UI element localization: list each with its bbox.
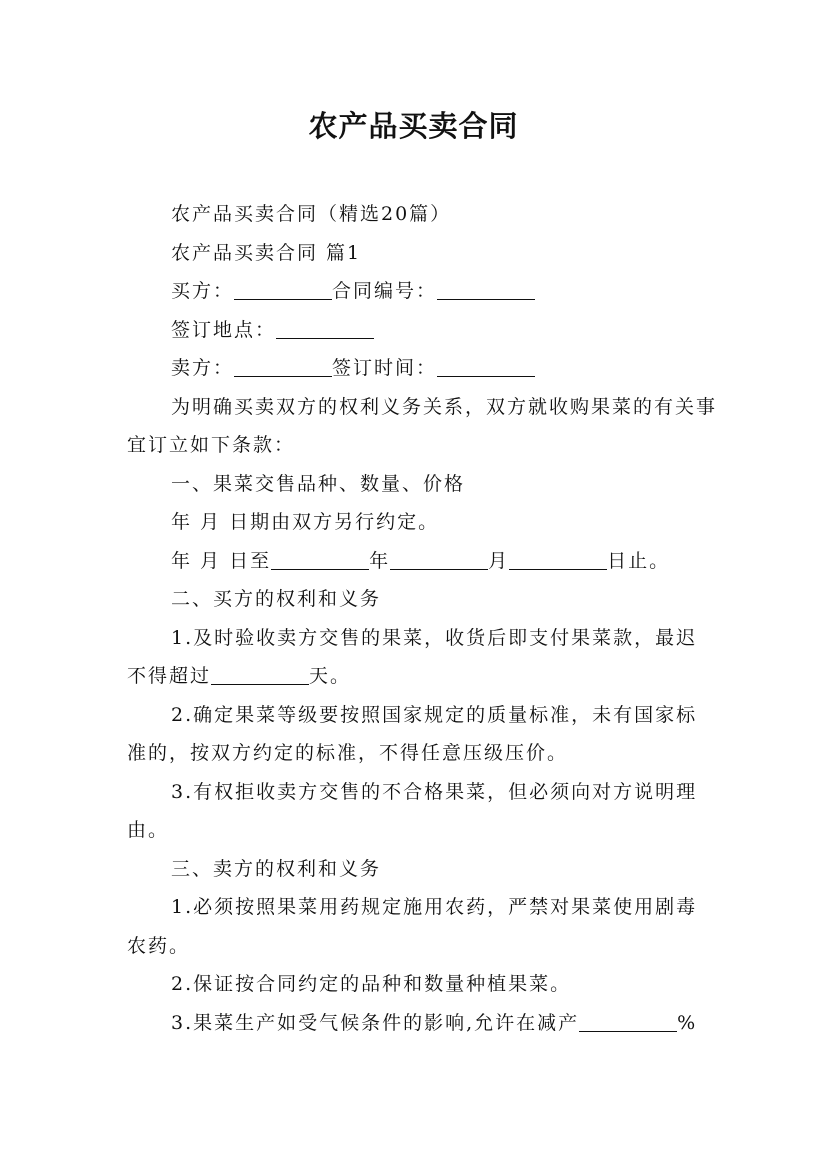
buyer-label: 买方： <box>171 280 235 302</box>
clause-2-item-1-text: 1.及时验收卖方交售的果菜，收货后即支付果菜款，最迟不得超过 <box>127 626 698 687</box>
clause-1-heading: 一、果菜交售品种、数量、价格 <box>171 472 466 495</box>
period-year-blank <box>271 547 369 570</box>
seller-blank <box>234 354 332 377</box>
clause-3-item-1: 1.必须按照果菜用药规定施用农药，严禁对果菜使用剧毒农药。 <box>127 896 698 957</box>
signing-place-label: 签订地点： <box>171 318 277 341</box>
period-day-blank <box>509 547 607 570</box>
seller-line <box>127 349 717 388</box>
clause-3-heading: 三、卖方的权利和义务 <box>171 857 382 880</box>
percent-sign: % <box>677 1011 698 1034</box>
signing-time-label: 签订时间： <box>332 357 438 379</box>
date-line: 年 月 日期由双方另行约定。 <box>171 511 440 533</box>
clause-2-heading: 二、买方的权利和义务 <box>171 588 382 610</box>
period-year: 年 <box>369 549 391 572</box>
seller-label: 卖方： <box>171 357 235 379</box>
signing-place-line <box>127 311 717 350</box>
reduction-blank <box>579 1009 677 1032</box>
contract-number-label: 合同编号： <box>332 280 438 302</box>
signing-place-blank <box>276 316 374 339</box>
subtitle-line: 农产品买卖合同（精选20篇） <box>171 203 452 225</box>
contract-number-blank <box>437 277 535 300</box>
preamble-paragraph: 为明确买卖双方的权利义务关系，双方就收购果菜的有关事宜订立如下条款： <box>127 395 718 456</box>
clause-2-item-3: 3.有权拒收卖方交售的不合格果菜，但必须向对方说明理由。 <box>127 780 698 841</box>
period-end: 日止。 <box>607 549 671 572</box>
section-heading: 农产品买卖合同 篇1 <box>171 241 362 264</box>
clause-3-item-2: 2.保证按合同约定的品种和数量种植果菜。 <box>171 973 572 995</box>
clause-2-item-1-end: 天。 <box>309 665 352 687</box>
buyer-blank <box>234 277 332 300</box>
period-month-blank <box>390 547 488 570</box>
period-start: 年 月 日至 <box>171 549 272 572</box>
document-title: 农产品买卖合同 <box>308 109 519 143</box>
period-line <box>127 542 717 581</box>
signing-time-blank <box>437 354 535 377</box>
clause-3-item-3-text: 3.果菜生产如受气候条件的影响,允许在减产 <box>171 1011 580 1034</box>
clause-3-item-3 <box>127 1004 717 1043</box>
days-blank <box>211 662 309 685</box>
period-month: 月 <box>488 549 510 572</box>
clause-2-item-1 <box>127 619 717 696</box>
buyer-line <box>127 272 717 311</box>
document-body <box>127 195 717 1042</box>
clause-2-item-2: 2.确定果菜等级要按照国家规定的质量标准，未有国家标准的，按双方约定的标准，不得任意压级压价。 <box>127 703 698 764</box>
